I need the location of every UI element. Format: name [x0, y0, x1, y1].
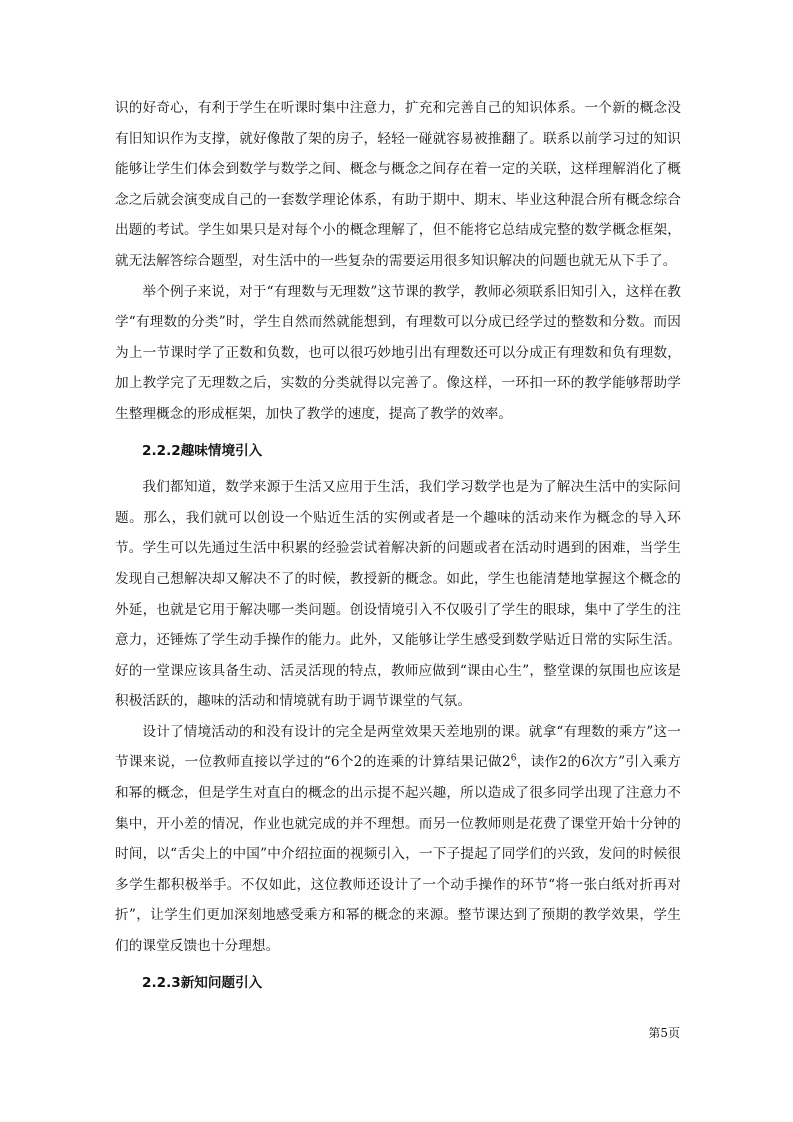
paragraph-continuation: 识的好奇心，有利于学生在听课时集中注意力，扩充和完善自己的知识体系。一个新的概念没有旧知识作为支撑，就好像散了架的房子，轻轻一碰就容易被推翻了。联系以前学习过的知识能够让学生们体会到数学与数学之间、概念与概念之间存在着一定的关联，这样理解消化了概念之后就会演变成自己的一套数学理论体系，有助于期中、期末、毕业这种混合所有概念综合出题的考试。学生如果只是对每个小的概念理解了，但不能将它总结成完整的数学概念框架，就无法解答综合题型，对生活中的一些复杂的需要运用很多知识解决的问题也就无从下手了。	[115, 100, 681, 269]
document-body	[115, 93, 681, 998]
paragraph-example-rational-numbers: 举个例子来说，对于“有理数与无理数”这节课的教学，教师必须联系旧知引入，这样在教学“有理数的分类”时，学生自然而然就能想到，有理数可以分成已经学过的整数和分数。而因为上一节课时学了正数和负数，也可以很巧妙地引出有理数还可以分成正有理数和负有理数，加上教学完了无理数之后，实数的分类就得以完善了。像这样，一环扣一环的教学能够帮助学生整理概念的形成框架，加快了教学的速度，提高了教学的效率。	[115, 283, 681, 422]
section-heading-2-2-2: 2.2.2趣味情境引入	[142, 442, 263, 459]
paragraph-exponent-example-before: 设计了情境活动的和没有设计的完全是两堂效果天差地别的课。就拿“有理数的乘方”这一节课来说，一位教师直接以学过的“6个2的连乘的计算结果记做2	[115, 723, 681, 771]
paragraph-exponent-example	[115, 717, 681, 962]
page-number: 第5页	[648, 1026, 680, 1040]
paragraph-exponent-example-after: ，读作2的6次方”引入乘方和幂的概念，但是学生对直白的概念的出示提不起兴趣，所以造成了很多同学出现了注意力不集中，开小差的情况，作业也就完成的并不理想。而另一位教师则是花费了课堂开始十分钟的时间，以“舌尖上的中国”中介绍拉面的视频引入，一下子提起了同学们的兴致，发问的时候很多学生都积极举手。不仅如此，这位教师还设计了一个动手操作的环节“将一张白纸对折再对折”，让学生们更加深刻地感受乘方和幂的概念的来源。整节课达到了预期的教学效果，学生们的课堂反馈也十分理想。	[115, 754, 681, 955]
paragraph-situational-intro: 我们都知道，数学来源于生活又应用于生活，我们学习数学也是为了解决生活中的实际问题。那么，我们就可以创设一个贴近生活的实例或者是一个趣味的活动来作为概念的导入环节。学生可以先通过生活中积累的经验尝试着解决新的问题或者在活动时遇到的困难，当学生发现自己想解决却又解决不了的时候，教授新的概念。如此，学生也能清楚地掌握这个概念的外延，也就是它用于解决哪一类问题。创设情境引入不仅吸引了学生的眼球，集中了学生的注意力，还锤炼了学生动手操作的能力。此外，又能够让学生感受到数学贴近日常的实际生活。好的一堂课应该具备生动、活灵活现的特点，教师应做到“课由心生”，整堂课的氛围也应该是积极活跃的，趣味的活动和情境就有助于调节课堂的气氛。	[115, 479, 681, 710]
section-heading-2-2-3: 2.2.3新知问题引入	[142, 974, 263, 991]
superscript-exponent: 6	[510, 753, 517, 764]
